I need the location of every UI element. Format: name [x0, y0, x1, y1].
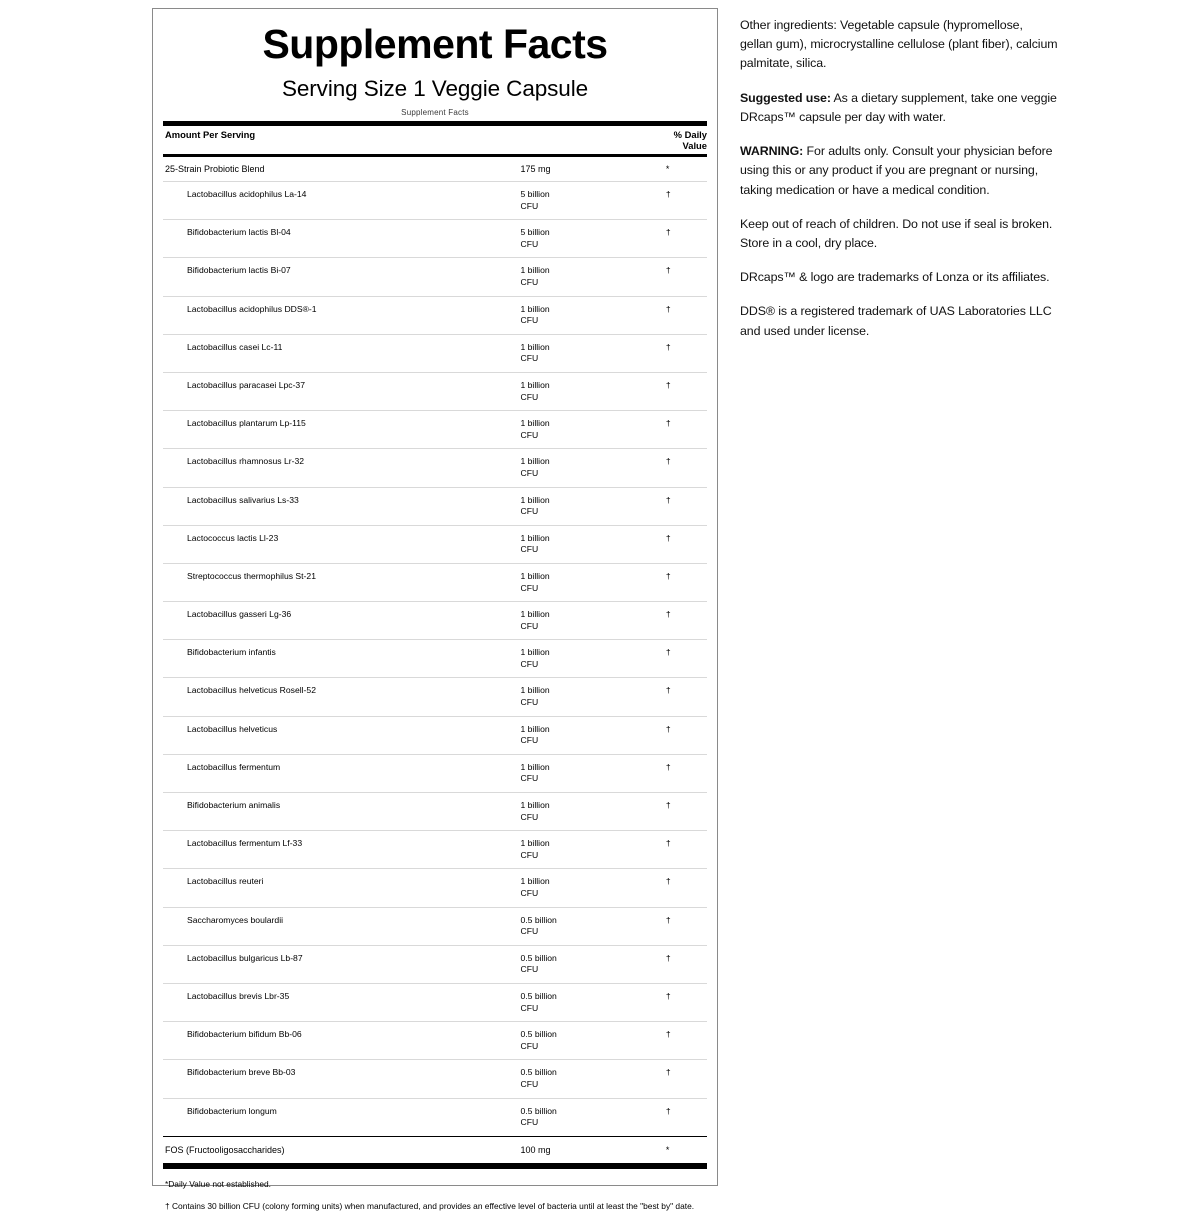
table-row: [163, 831, 707, 868]
strain-amount: 1 billion CFU: [520, 341, 550, 364]
strain-name: Lactobacillus helveticus Rosell-52: [187, 685, 316, 696]
strain-name: Lactobacillus fermentum Lf-33: [187, 838, 303, 849]
table-row: [163, 640, 707, 677]
strain-amount: 0.5 billion CFU: [520, 1105, 557, 1128]
strain-amount: 0.5 billion CFU: [520, 914, 557, 937]
strain-daily-value: †: [665, 761, 671, 772]
strain-amount: 0.5 billion CFU: [520, 952, 557, 975]
strain-daily-value: †: [665, 494, 671, 505]
strain-amount: 1 billion CFU: [520, 418, 550, 440]
column-header-daily-value: % Daily Value: [673, 129, 707, 152]
strain-name: Bifidobacterium bifidum Bb-06: [187, 1029, 302, 1040]
table-row: [163, 488, 707, 525]
trademark-lonza-paragraph: DRcaps™ & logo are trademarks of Lonza or its affiliates.: [740, 270, 1050, 285]
table-header-row: [163, 126, 707, 154]
table-row: [163, 984, 707, 1021]
supplement-facts-rows: [163, 157, 707, 1163]
table-row: [163, 1022, 707, 1059]
sub-caption: Supplement Facts: [401, 108, 469, 118]
fos-amount: 100 mg: [520, 1144, 551, 1155]
strain-amount: 5 billion CFU: [520, 189, 550, 211]
strain-name: Lactobacillus reuteri: [187, 876, 264, 887]
strain-amount: 1 billion CFU: [520, 265, 550, 288]
table-row: [163, 297, 707, 334]
strain-daily-value: †: [665, 532, 671, 543]
strain-daily-value: †: [665, 876, 671, 887]
strain-daily-value: †: [665, 570, 671, 581]
strain-name: Bifidobacterium longum: [187, 1105, 277, 1116]
blend-name: 25-Strain Probiotic Blend: [165, 164, 265, 175]
footnotes: [163, 1178, 707, 1214]
table-row: [163, 793, 707, 830]
strain-daily-value: †: [665, 1105, 671, 1116]
strain-name: Lactobacillus acidophilus La-14: [187, 189, 307, 200]
strain-name: Saccharomyces boulardii: [187, 914, 284, 925]
table-row: [163, 908, 707, 945]
table-row: [163, 335, 707, 372]
supplement-facts-panel: [152, 8, 718, 1212]
strain-amount: 1 billion CFU: [520, 609, 550, 631]
strain-daily-value: †: [665, 227, 671, 238]
strain-name: Bifidobacterium infantis: [187, 647, 276, 658]
strain-name: Streptococcus thermophilus St-21: [187, 570, 316, 581]
strain-amount: 1 billion CFU: [520, 303, 550, 326]
strain-amount: 0.5 billion CFU: [520, 990, 557, 1013]
strain-daily-value: †: [665, 1029, 671, 1040]
strain-daily-value: †: [665, 952, 671, 963]
strain-name: Bifidobacterium lactis Bi-07: [187, 265, 291, 276]
strain-amount: 1 billion CFU: [520, 379, 550, 402]
table-row: [163, 220, 707, 257]
strain-daily-value: †: [665, 1067, 671, 1078]
footnote-daily-value: *Daily Value not established.: [165, 1178, 271, 1189]
strain-amount: 1 billion CFU: [520, 647, 550, 669]
strain-daily-value: †: [665, 838, 671, 849]
storage-paragraph: Keep out of reach of children. Do not use if seal is broken. Store in a cool, dry place.: [740, 216, 1053, 250]
footnote-cfu: † Contains 30 billion CFU (colony forming units) when manufactured, and provides an effective level of bacteria until at least the "best by" date.: [165, 1201, 695, 1212]
table-row: [163, 717, 707, 754]
strain-amount: 1 billion CFU: [520, 570, 550, 593]
table-row: [163, 1060, 707, 1097]
table-row: [163, 755, 707, 792]
suggested-use-text: As a dietary supplement, take one veggie DRcaps™ capsule per day with water.: [740, 90, 1057, 124]
rule-bottom-thick: [163, 1163, 707, 1169]
strain-amount: 1 billion CFU: [520, 723, 550, 746]
column-header-spacer: [518, 126, 663, 154]
suggested-use-label: Suggested use:: [740, 90, 831, 105]
table-row: [163, 258, 707, 295]
strain-name: Lactobacillus casei Lc-11: [187, 341, 283, 352]
strain-amount: 1 billion CFU: [520, 456, 550, 478]
table-row: [163, 411, 707, 448]
table-row: [163, 373, 707, 410]
strain-daily-value: †: [665, 647, 671, 658]
table-row: [163, 526, 707, 563]
strain-amount: 1 billion CFU: [520, 685, 550, 708]
strain-amount: 5 billion CFU: [520, 227, 550, 249]
blend-row: [163, 157, 707, 181]
fos-row: [163, 1137, 707, 1163]
fos-name: FOS (Fructooligosaccharides): [165, 1144, 285, 1155]
strain-daily-value: †: [665, 456, 671, 467]
column-header-amount: Amount Per Serving: [165, 129, 256, 141]
table-row: [163, 602, 707, 639]
table-row: [163, 182, 707, 219]
trademark-uas-paragraph: DDS® is a registered trademark of UAS Laboratories LLC and used under license.: [740, 304, 1052, 338]
strain-amount: 0.5 billion CFU: [520, 1029, 557, 1051]
strain-name: Lactobacillus fermentum: [187, 761, 281, 772]
strain-name: Lactobacillus plantarum Lp-115: [187, 418, 306, 429]
strain-amount: 1 billion CFU: [520, 800, 550, 822]
warning-label: WARNING:: [740, 144, 804, 159]
strain-name: Lactobacillus bulgaricus Lb-87: [187, 952, 303, 963]
strain-amount: 1 billion CFU: [520, 532, 550, 555]
strain-amount: 1 billion CFU: [520, 761, 550, 784]
strain-daily-value: †: [665, 265, 671, 276]
other-ingredients-paragraph: [740, 16, 1058, 74]
other-ingredients-label: Other ingredients:: [740, 18, 837, 32]
strain-name: Lactobacillus gasseri Lg-36: [187, 609, 292, 620]
page-title: Supplement Facts: [262, 21, 608, 67]
strain-name: Lactobacillus rhamnosus Lr-32: [187, 456, 305, 467]
serving-size-text: Serving Size 1 Veggie Capsule: [281, 76, 589, 102]
table-row: [163, 1099, 707, 1136]
strain-name: Bifidobacterium animalis: [187, 800, 281, 811]
strain-daily-value: †: [665, 800, 671, 811]
strain-daily-value: †: [665, 189, 671, 200]
blend-daily-value: *: [665, 164, 670, 175]
strain-amount: 1 billion CFU: [520, 838, 550, 860]
strain-daily-value: †: [665, 609, 671, 620]
fos-daily-value: *: [665, 1144, 670, 1155]
strain-name: Lactococcus lactis Ll-23: [187, 532, 279, 543]
strain-name: Lactobacillus salivarius Ls-33: [187, 494, 299, 505]
strain-amount: 1 billion CFU: [520, 494, 550, 517]
strain-daily-value: †: [665, 685, 671, 696]
table-row: [163, 678, 707, 715]
strain-name: Lactobacillus acidophilus DDS®-1: [187, 303, 317, 314]
strain-name: Lactobacillus brevis Lbr-35: [187, 990, 290, 1001]
strain-daily-value: †: [665, 379, 671, 390]
blend-amount: 175 mg: [520, 164, 551, 175]
warning-text: For adults only. Consult your physician before using this or any product if you are pregnant or nursing, taking medication or have a medical condition.: [740, 144, 1053, 197]
table-row: [163, 946, 707, 983]
side-information-panel: [740, 16, 1058, 356]
table-row: [163, 564, 707, 601]
suggested-use-paragraph: [740, 89, 1058, 127]
strain-name: Bifidobacterium lactis Bl-04: [187, 227, 291, 238]
strain-daily-value: †: [665, 303, 671, 314]
strain-amount: 1 billion CFU: [520, 876, 550, 899]
strain-daily-value: †: [665, 990, 671, 1001]
strain-daily-value: †: [665, 418, 671, 429]
supplement-facts-table: [163, 126, 707, 154]
strain-name: Lactobacillus paracasei Lpc-37: [187, 379, 305, 390]
strain-daily-value: †: [665, 341, 671, 352]
strain-name: Lactobacillus helveticus: [187, 723, 278, 734]
warning-paragraph: [740, 142, 1058, 200]
strain-daily-value: †: [665, 723, 671, 734]
strain-name: Bifidobacterium breve Bb-03: [187, 1067, 296, 1078]
other-ingredients-text: Vegetable capsule (hypromellose, gellan gum), microcrystalline cellulose (plant fiber), calcium palmitate, silica.: [740, 18, 1058, 71]
strain-amount: 0.5 billion CFU: [520, 1067, 557, 1089]
table-row: [163, 869, 707, 906]
table-row: [163, 449, 707, 486]
strain-daily-value: †: [665, 914, 671, 925]
